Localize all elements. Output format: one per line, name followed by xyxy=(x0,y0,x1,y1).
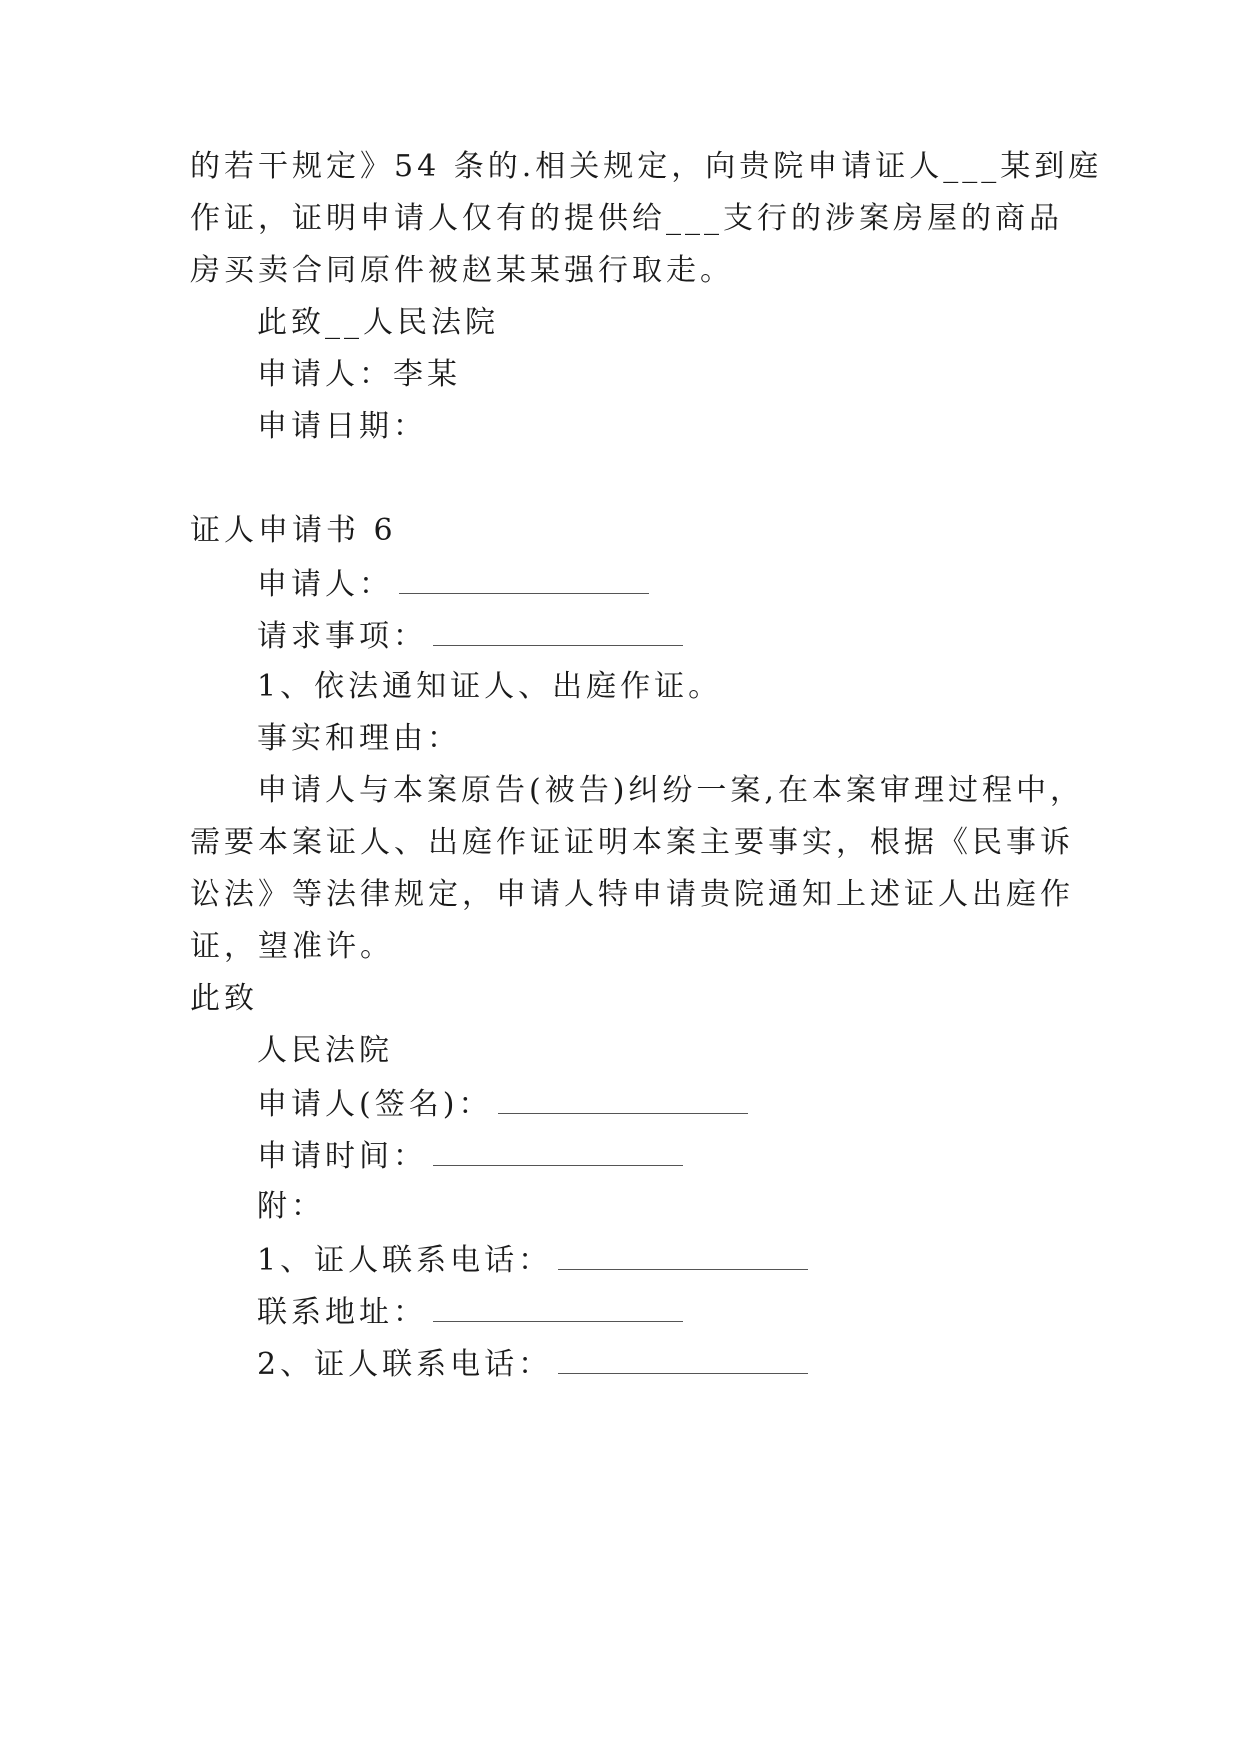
request-item: 1、依法通知证人、出庭作证。 xyxy=(257,669,723,704)
time-label: 申请时间： xyxy=(257,1139,427,1174)
paragraph-line: 证，望准许。 xyxy=(190,929,394,964)
address-label: 联系地址： xyxy=(257,1295,427,1330)
time-field xyxy=(257,1135,683,1177)
signature-blank xyxy=(498,1083,748,1114)
paragraph-line: 房买卖合同原件被赵某某强行取走。 xyxy=(190,253,734,288)
witness2-phone-label: 2、证人联系电话： xyxy=(257,1347,553,1382)
address-field xyxy=(257,1291,683,1333)
facts-label: 事实和理由： xyxy=(257,721,461,756)
address-blank xyxy=(433,1291,683,1322)
witness1-phone-label: 1、证人联系电话： xyxy=(257,1243,553,1278)
witness1-phone-blank xyxy=(558,1239,808,1270)
applicant-line: 申请人：李某 xyxy=(257,357,461,392)
applicant-field xyxy=(257,563,649,605)
paragraph-line: 讼法》等法律规定，申请人特申请贵院通知上述证人出庭作 xyxy=(190,877,1074,912)
witness2-phone-blank xyxy=(558,1343,808,1374)
court-line: 人民法院 xyxy=(257,1033,393,1068)
request-field xyxy=(257,615,683,657)
closing-line: 此致 xyxy=(190,981,258,1016)
date-line: 申请日期： xyxy=(257,409,427,444)
paragraph-line: 需要本案证人、出庭作证证明本案主要事实，根据《民事诉 xyxy=(190,825,1074,860)
time-blank xyxy=(433,1135,683,1166)
signature-field xyxy=(257,1083,748,1125)
request-blank xyxy=(433,615,683,646)
request-label: 请求事项： xyxy=(257,619,427,654)
witness2-phone-field xyxy=(257,1343,808,1385)
applicant-label: 申请人： xyxy=(257,567,393,602)
section-title: 证人申请书 6 xyxy=(190,513,397,548)
applicant-blank xyxy=(399,563,649,594)
signature-label: 申请人(签名)： xyxy=(257,1087,493,1122)
closing-line: 此致__人民法院 xyxy=(257,305,499,340)
witness1-phone-field xyxy=(257,1239,808,1281)
attachment-label: 附： xyxy=(257,1189,325,1224)
paragraph-line: 申请人与本案原告(被告)纠纷一案,在本案审理过程中， xyxy=(257,773,1084,808)
paragraph-line: 的若干规定》54 条的.相关规定，向贵院申请证人___某到庭 xyxy=(190,149,1103,184)
paragraph-line: 作证，证明申请人仅有的提供给___支行的涉案房屋的商品 xyxy=(190,201,1063,236)
